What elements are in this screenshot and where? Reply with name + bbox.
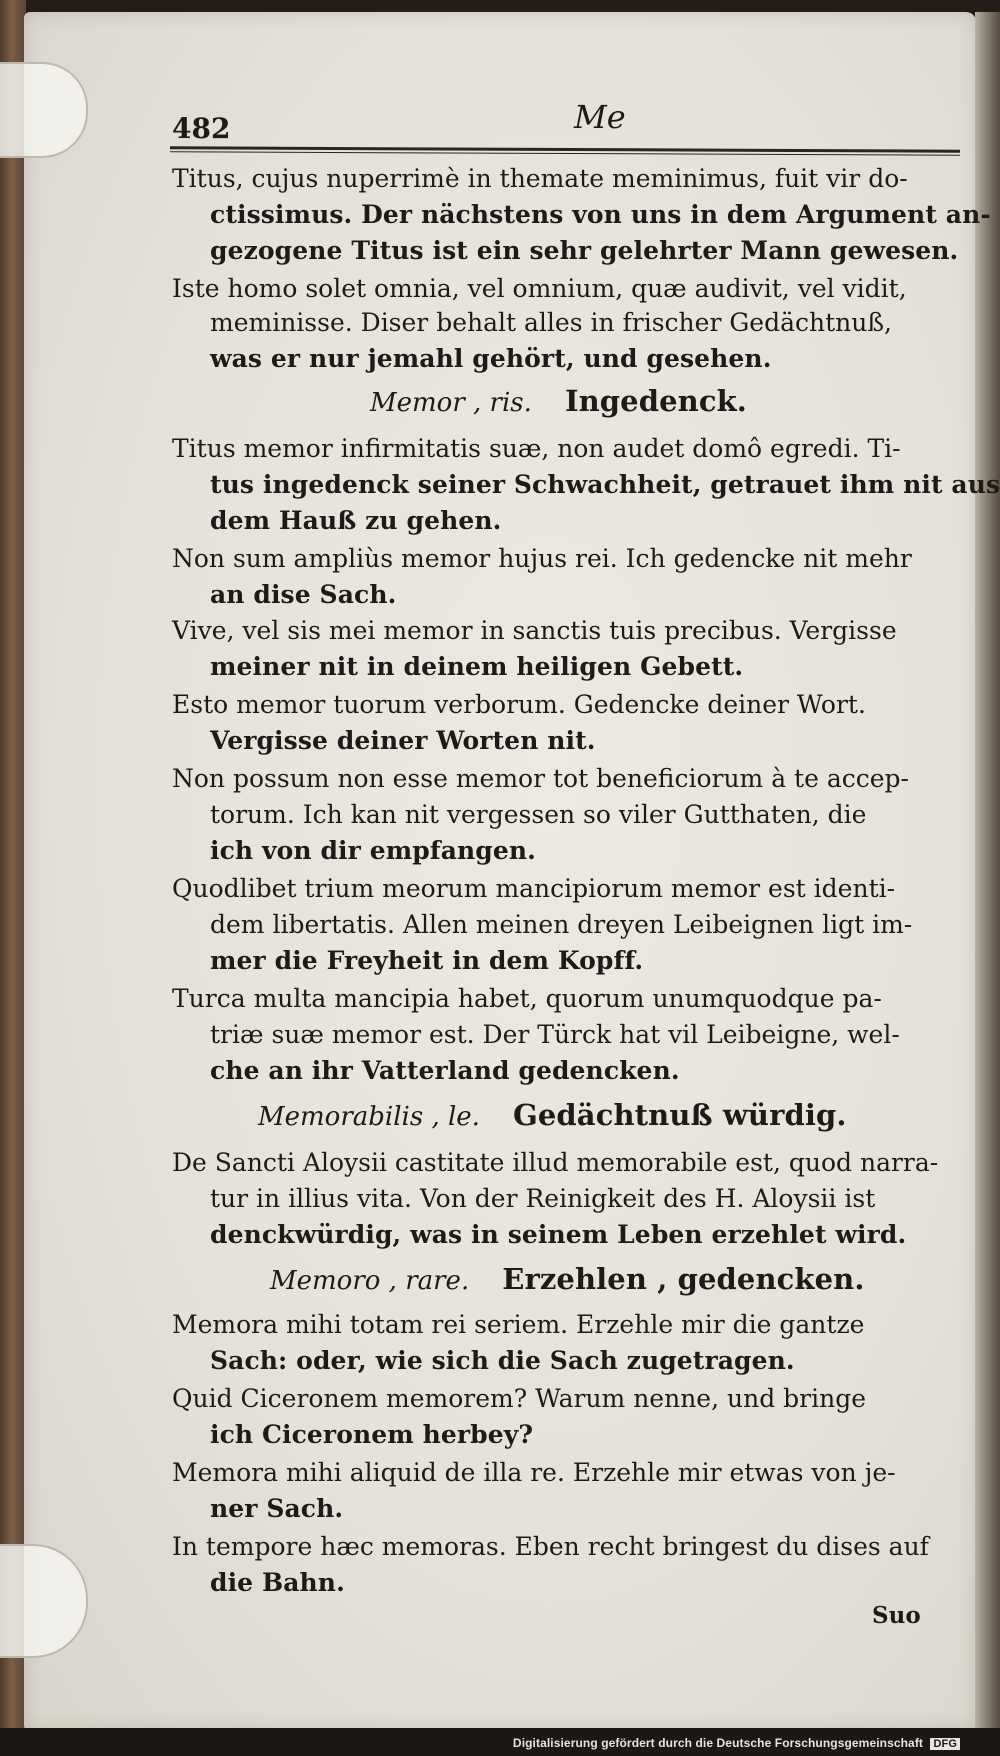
entry-line: tus ingedenck seiner Schwachheit, getrauet ihm nit aus [210, 470, 1000, 499]
entry-line: denckwürdig, was in seinem Leben erzehlet wird. [210, 1220, 907, 1249]
page-number: 482 [172, 112, 231, 145]
catchword: Suo [872, 1602, 921, 1629]
running-head: Me [574, 98, 626, 136]
entry-line: dem Hauß zu gehen. [210, 506, 502, 535]
dfg-logo-icon: DFG [930, 1738, 960, 1750]
entry-line: Sach: oder, wie sich die Sach zugetragen. [210, 1346, 795, 1375]
lemma-german: Erzehlen , gedencken. [502, 1262, 865, 1296]
entry-line: was er nur jemahl gehört, und gesehen. [210, 344, 772, 373]
entry-line: In tempore hæc memoras. Eben recht bringest du dises auf [172, 1532, 929, 1561]
lemma-german: Ingedenck. [564, 384, 747, 418]
entry-line: Vive, vel sis mei memor in sanctis tuis precibus. Vergisse [172, 616, 897, 645]
page-edge [975, 12, 1000, 1732]
entry-line: die Bahn. [210, 1568, 345, 1597]
page-clip-top [0, 62, 88, 158]
entry-line: Quid Ciceronem memorem? Warum nenne, und bringe [172, 1384, 866, 1413]
entry-line: Esto memor tuorum verborum. Gedencke deiner Wort. [172, 690, 866, 719]
entry-line: ich von dir empfangen. [210, 836, 536, 865]
entry-line: Non possum non esse memor tot beneficiorum à te accep- [172, 764, 909, 793]
lemma-german: Gedächtnuß würdig. [513, 1098, 847, 1132]
entry-line: Titus, cujus nuperrimè in themate meminimus, fuit vir do- [172, 164, 908, 193]
entry-line: ner Sach. [210, 1494, 344, 1523]
entry-line: Iste homo solet omnia, vel omnium, quæ audivit, vel vidit, [172, 274, 907, 303]
entry-line: meminisse. Diser behalt alles in frischer Gedächtnuß, [210, 308, 893, 337]
entry-line: che an ihr Vatterland gedencken. [210, 1056, 680, 1085]
entry-line: ich Ciceronem herbey? [210, 1420, 534, 1449]
entry-line: an dise Sach. [210, 580, 397, 609]
credit-text: Digitalisierung gefördert durch die Deutsche Forschungsgemeinschaft [512, 1736, 924, 1750]
entry-line: ctissimus. Der nächstens von uns in dem Argument an- [210, 200, 991, 229]
lemma-heading [258, 1098, 847, 1132]
entry-line: De Sancti Aloysii castitate illud memorabile est, quod narra- [172, 1148, 939, 1177]
entry-line: Memora mihi totam rei seriem. Erzehle mir die gantze [172, 1310, 865, 1339]
entry-line: Turca multa mancipia habet, quorum unumquodque pa- [172, 984, 882, 1013]
entry-line: Vergisse deiner Worten nit. [210, 726, 596, 755]
book-spine [0, 0, 26, 1756]
entry-line: tur in illius vita. Von der Reinigkeit des H. Aloysii ist [210, 1184, 876, 1213]
entry-line: meiner nit in deinem heiligen Gebett. [210, 652, 744, 681]
entry-line: Quodlibet trium meorum mancipiorum memor est identi- [172, 874, 896, 903]
lemma-latin: Memorabilis , le. [258, 1102, 480, 1132]
entry-line: torum. Ich kan nit vergessen so viler Gutthaten, die [210, 800, 867, 829]
entry-line: Non sum ampliùs memor hujus rei. Ich gedencke nit mehr [172, 544, 912, 573]
entry-line: gezogene Titus ist ein sehr gelehrter Mann gewesen. [210, 236, 959, 265]
entry-line: triæ suæ memor est. Der Türck hat vil Leibeigne, wel- [210, 1020, 900, 1049]
lemma-latin: Memoro , rare. [270, 1266, 470, 1296]
entry-line: dem libertatis. Allen meinen dreyen Leibeignen ligt im- [210, 910, 913, 939]
entry-line: Memora mihi aliquid de illa re. Erzehle mir etwas von je- [172, 1458, 896, 1487]
lemma-latin: Memor , ris. [370, 388, 532, 418]
digitization-credit [513, 1736, 960, 1750]
lemma-heading [270, 1262, 865, 1296]
lemma-heading [370, 384, 747, 418]
entry-line: Titus memor infirmitatis suæ, non audet domô egredi. Ti- [172, 434, 901, 463]
entry-line: mer die Freyheit in dem Kopff. [210, 946, 644, 975]
